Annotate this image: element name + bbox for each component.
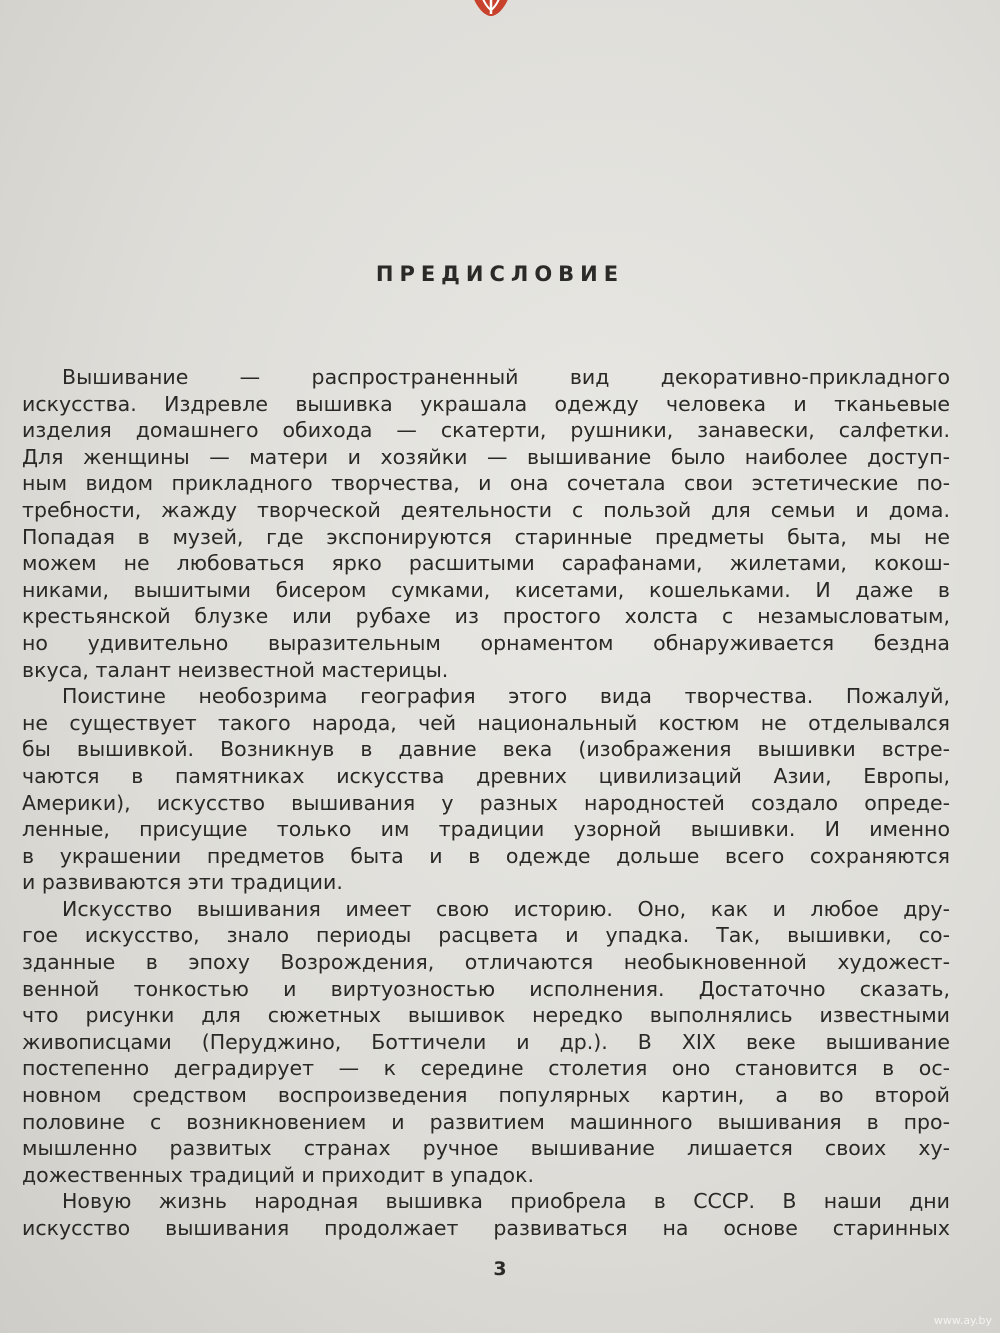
text-line: Для женщины — матери и хозяйки — вышивание было наиболее доступ-: [22, 444, 950, 469]
text-line: Америки), искусство вышивания у разных народностей создало опреде-: [22, 790, 950, 815]
text-line: Попадая в музей, где экспонируются старинные предметы быта, мы не: [22, 524, 950, 549]
page-number: 3: [493, 1258, 507, 1280]
text-line: искусство вышивания продолжает развиваться на основе старинных: [22, 1216, 950, 1240]
text-line: ным видом прикладного творчества, и она сочетала свои эстетические по-: [22, 471, 950, 496]
text-line: ленные, присущие только им традиции узорной вышивки. И именно: [22, 817, 950, 842]
text-line: и развиваются эти традиции.: [22, 870, 343, 895]
text-line: требности, жажду творческой деятельности с пользой для семьи и дома.: [22, 497, 950, 522]
body-text: [22, 364, 950, 1242]
text-line: венной тонкостью и виртуозностью исполнения. Достаточно сказать,: [22, 976, 950, 1001]
text-line: новном средством воспроизведения популярных картин, а во второй: [22, 1083, 950, 1108]
text-line: не существует такого народа, чей национальный костюм не отделывался: [22, 710, 950, 735]
text-line: чаются в памятниках искусства древних цивилизаций Азии, Европы,: [22, 763, 950, 788]
text-line: гое искусство, знало периоды расцвета и упадка. Так, вышивки, со-: [22, 923, 950, 948]
paragraph: [22, 683, 950, 896]
text-line: в украшении предметов быта и в одежде дольше всего сохраняются: [22, 843, 950, 868]
text-line: мышленно развитых странах ручное вышивание лишается своих ху-: [22, 1136, 950, 1161]
text-line: крестьянской блузке или рубахе из простого холста с незамысловатым,: [22, 604, 950, 629]
text-line: Вышивание — распространенный вид декоративно-прикладного: [62, 365, 950, 389]
text-line: постепенно деградирует — к середине столетия оно становится в ос-: [22, 1056, 950, 1081]
text-line: Искусство вышивания имеет свою историю. Оно, как и любое дру-: [62, 896, 950, 921]
text-line: зданные в эпоху Возрождения, отличаются необыкновенной художест-: [22, 950, 950, 975]
text-line: но удивительно выразительным орнаментом обнаруживается бездна: [22, 630, 950, 655]
text-line: бы вышивкой. Возникнув в давние века (изображения вышивки встре-: [22, 737, 950, 762]
text-line: Новую жизнь народная вышивка приобрела в СССР. В наши дни: [62, 1189, 950, 1214]
text-line: никами, вышитыми бисером сумками, кисетами, кошельками. И даже в: [22, 577, 950, 602]
paragraph: [22, 1188, 950, 1241]
text-line: искусства. Издревле вышивка украшала одежду человека и тканьевые: [22, 391, 950, 416]
paragraph: [22, 364, 950, 683]
watermark: www.ay.by: [933, 1314, 992, 1327]
text-line: вкуса, талант неизвестной мастерицы.: [22, 657, 449, 682]
text-line: что рисунки для сюжетных вышивок нередко выполнялись известными: [22, 1003, 950, 1028]
text-line: дожественных традиций и приходит в упадок.: [22, 1162, 534, 1187]
flower-ornament-icon: [462, 0, 520, 18]
text-line: изделия домашнего обихода — скатерти, рушники, занавески, салфетки.: [22, 418, 950, 443]
text-line: половине с возникновением и развитием машинного вышивания в про-: [22, 1109, 950, 1134]
text-line: Поистине необозрима география этого вида творчества. Пожалуй,: [62, 684, 950, 709]
text-line: можем не любоваться ярко расшитыми сарафанами, жилетами, кокош-: [22, 551, 950, 576]
text-line: живописцами (Перуджино, Боттичели и др.). В XIX веке вышивание: [22, 1029, 950, 1054]
paragraph: [22, 896, 950, 1189]
page-heading: ПРЕДИСЛОВИЕ: [375, 262, 625, 286]
